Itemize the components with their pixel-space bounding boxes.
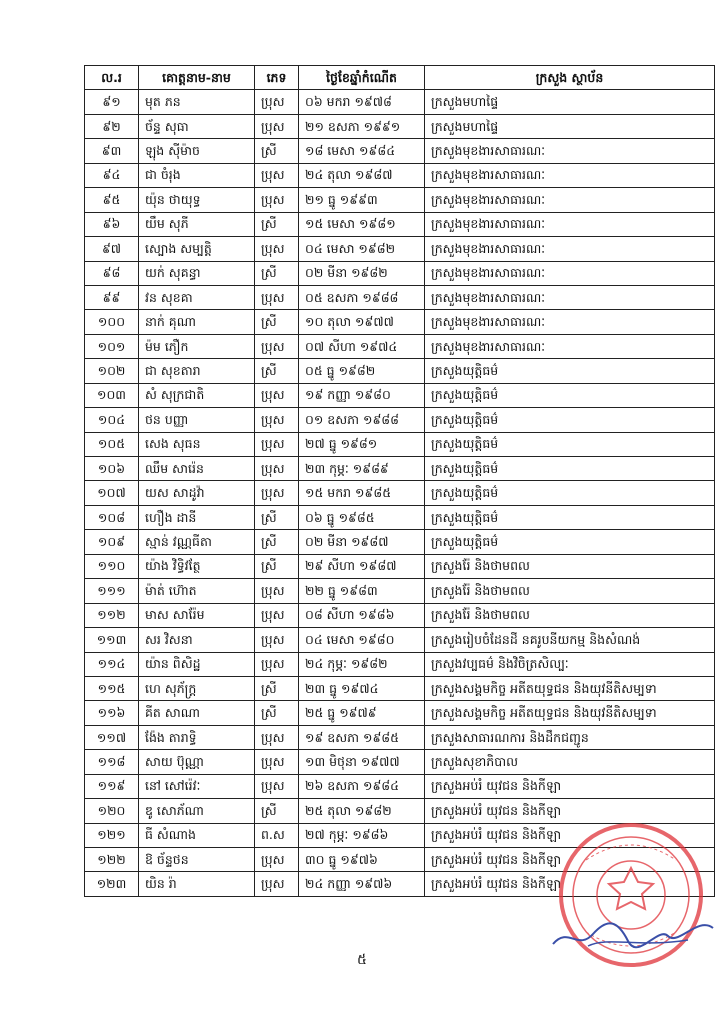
cell-name: ជា ចំរុង [139,163,255,187]
cell-name: ថន បញ្ញា [139,408,255,432]
cell-sex: ព.ស [255,823,299,847]
cell-no: ១១០ [85,554,139,578]
cell-no: ១១៥ [85,676,139,700]
cell-sex: ស្រី [255,505,299,529]
cell-ministry: ក្រសួងមុខងារសាធារណៈ [425,139,715,163]
cell-no: ១១២ [85,603,139,627]
cell-sex: ប្រុស [255,432,299,456]
table-row [85,481,715,505]
cell-sex: ប្រុស [255,188,299,212]
cell-no: ១១៩ [85,774,139,798]
cell-ministry: ក្រសួងរ៉ែ និងថាមពល [425,603,715,627]
header-sex: ភេទ [255,66,299,90]
cell-name: ឈឹម សារ៉េន [139,457,255,481]
cell-dob: ២៣ កុម្ភៈ ១៩៨៩ [299,457,425,481]
cell-dob: ១៩ ឧសភា ១៩៨៥ [299,725,425,749]
cell-no: ១០៥ [85,432,139,456]
cell-ministry: ក្រសួងអប់រំ យុវជន និងកីឡា [425,799,715,823]
handwritten-signature [548,906,718,956]
cell-no: ១១៣ [85,628,139,652]
table-body [85,90,715,896]
table-row [85,554,715,578]
table-row [85,359,715,383]
cell-dob: ០៥ ឧសភា ១៩៨៨ [299,285,425,309]
cell-no: ១២០ [85,799,139,823]
cell-dob: ២១ ឧសភា ១៩៩១ [299,114,425,138]
cell-no: ៩៨ [85,261,139,285]
table-row [85,237,715,261]
cell-ministry: ក្រសួងមុខងារសាធារណៈ [425,237,715,261]
table-row [85,505,715,529]
cell-sex: ប្រុស [255,750,299,774]
cell-sex: ស្រី [255,554,299,578]
table-row [85,188,715,212]
cell-ministry: ក្រសួងមហាផ្ទៃ [425,90,715,114]
cell-no: ៩១ [85,90,139,114]
table-row [85,457,715,481]
cell-ministry: ក្រសួងមុខងារសាធារណៈ [425,334,715,358]
table-row [85,652,715,676]
cell-name: នៅ សៅរ៉េវៈ [139,774,255,798]
cell-name: ង៉ែង តារាទ្ធិ [139,725,255,749]
cell-dob: ១៩ កញ្ញា ១៩៨០ [299,383,425,407]
cell-ministry: ក្រសួងរ៉ែ និងថាមពល [425,579,715,603]
cell-no: ៩៦ [85,212,139,236]
cell-dob: ២៦ ឧសភា ១៩៨៤ [299,774,425,798]
cell-no: ១១៧ [85,725,139,749]
cell-ministry: ក្រសួងយុត្តិធម៌ [425,383,715,407]
cell-name: គីត សាណា [139,701,255,725]
cell-ministry: ក្រសួងមហាផ្ទៃ [425,114,715,138]
cell-dob: ០៤ មេសា ១៩៨០ [299,628,425,652]
cell-sex: ប្រុស [255,237,299,261]
cell-ministry: ក្រសួងមុខងារសាធារណៈ [425,310,715,334]
table-row [85,383,715,407]
cell-ministry: ក្រសួងយុត្តិធម៌ [425,530,715,554]
cell-dob: ២៤ កញ្ញា ១៩៧៦ [299,872,425,896]
cell-dob: ២៤ តុលា ១៩៨៧ [299,163,425,187]
cell-name: វន សុខគា [139,285,255,309]
cell-no: ៩៧ [85,237,139,261]
cell-no: ១២៣ [85,872,139,896]
cell-sex: ស្រី [255,701,299,725]
cell-dob: ០៦ មករា ១៩៧៨ [299,90,425,114]
cell-no: ១១១ [85,579,139,603]
cell-sex: ស្រី [255,799,299,823]
cell-dob: ០៥ ធ្នូ ១៩៨២ [299,359,425,383]
table-header-row [85,66,715,90]
cell-sex: ប្រុស [255,725,299,749]
cell-no: ១២១ [85,823,139,847]
cell-dob: ២៥ ធ្នូ ១៩៧៩ [299,701,425,725]
cell-sex: ស្រី [255,261,299,285]
cell-dob: ០២ មីនា ១៩៨៧ [299,530,425,554]
cell-dob: ២៧ កុម្ភៈ ១៩៨៦ [299,823,425,847]
cell-sex: ប្រុស [255,481,299,505]
cell-ministry: ក្រសួងអប់រំ យុវជន និងកីឡា [425,823,715,847]
table-row [85,114,715,138]
cell-ministry: ក្រសួងសង្គមកិច្ច អតីតយុទ្ធជន និងយុវនីតិសម្បទា [425,676,715,700]
cell-dob: ២៩ សីហា ១៩៨៧ [299,554,425,578]
cell-ministry: ក្រសួងយុត្តិធម៌ [425,481,715,505]
cell-dob: ២២ ធ្នូ ១៩៨៣ [299,579,425,603]
cell-no: ១១៨ [85,750,139,774]
cell-ministry: ក្រសួងយុត្តិធម៌ [425,505,715,529]
cell-dob: ២៣ ធ្នូ ១៩៧៤ [299,676,425,700]
cell-sex: ប្រុស [255,579,299,603]
cell-name: នាក់ គុណា [139,310,255,334]
cell-ministry: ក្រសួងយុត្តិធម៌ [425,457,715,481]
cell-ministry: ក្រសួងវប្បធម៌ និងវិចិត្រសិល្បៈ [425,652,715,676]
table-row [85,310,715,334]
cell-name: យ៉ាន ពិសិដ្ឋ [139,652,255,676]
table-row [85,750,715,774]
cell-sex: ប្រុស [255,408,299,432]
cell-no: ៩៩ [85,285,139,309]
cell-name: ឱ ច័ន្ទថន [139,848,255,872]
cell-name: មាស សារ៉ែម [139,603,255,627]
table-row [85,163,715,187]
table-row [85,628,715,652]
cell-no: ១០៦ [85,457,139,481]
cell-ministry: ក្រសួងយុត្តិធម៌ [425,359,715,383]
cell-ministry: ក្រសួងអប់រំ យុវជន និងកីឡា [425,774,715,798]
cell-name: យ៉ាង វិទ្ធិវត្ថែ [139,554,255,578]
cell-name: ច័ន្ទ សុធា [139,114,255,138]
cell-sex: ប្រុស [255,652,299,676]
cell-name: សំ សុក្រជាតិ [139,383,255,407]
cell-no: ១០០ [85,310,139,334]
table-row [85,579,715,603]
table-row [85,139,715,163]
cell-ministry: ក្រសួងរ៉ែ និងថាមពល [425,554,715,578]
cell-sex: ស្រី [255,310,299,334]
header-ministry: ក្រសួង ស្ថាប័ន [425,66,715,90]
cell-dob: ២៧ ធ្នូ ១៩៨១ [299,432,425,456]
cell-ministry: ក្រសួងមុខងារសាធារណៈ [425,212,715,236]
cell-no: ១០៣ [85,383,139,407]
cell-sex: ប្រុស [255,774,299,798]
page-number: ៥ [357,952,367,968]
cell-ministry: ក្រសួងសាធារណការ និងដឹកជញ្ជូន [425,725,715,749]
cell-ministry: ក្រសួងសុខាភិបាល [425,750,715,774]
cell-no: ១១៦ [85,701,139,725]
cell-ministry: ក្រសួងមុខងារសាធារណៈ [425,163,715,187]
header-no: ល.រ [85,66,139,90]
cell-sex: ប្រុស [255,383,299,407]
cell-no: ១០៧ [85,481,139,505]
cell-name: ធី សំណាង [139,823,255,847]
table-row [85,212,715,236]
cell-no: ៩៣ [85,139,139,163]
cell-sex: ប្រុស [255,114,299,138]
cell-no: ១០២ [85,359,139,383]
cell-name: សរ វិសនា [139,628,255,652]
cell-name: ស្បោង សម្បត្តិ [139,237,255,261]
cell-sex: ប្រុស [255,163,299,187]
cell-name: ឌូ សោភ័ណា [139,799,255,823]
cell-name: យិន រ៉ា [139,872,255,896]
cell-no: ១១៤ [85,652,139,676]
cell-ministry: ក្រសួងយុត្តិធម៌ [425,432,715,456]
cell-dob: ៣០ ធ្នូ ១៩៧៦ [299,848,425,872]
cell-no: ៩២ [85,114,139,138]
cell-name: ហឿង ដានី [139,505,255,529]
cell-name: សេង សុធន [139,432,255,456]
cell-dob: ០៨ សីហា ១៩៨៦ [299,603,425,627]
cell-dob: ២៥ តុលា ១៩៨២ [299,799,425,823]
cell-ministry: ក្រសួងអប់រំ យុវជន និងកីឡា [425,872,715,896]
cell-name: សាយ ប៊ុណ្ណា [139,750,255,774]
header-name: គោត្តនាម-នាម [139,66,255,90]
cell-ministry: ក្រសួងមុខងារសាធារណៈ [425,285,715,309]
cell-no: ១០៤ [85,408,139,432]
cell-name: យក់ សុគន្ធា [139,261,255,285]
cell-no: ៩៥ [85,188,139,212]
cell-name: យឹម សុភី [139,212,255,236]
cell-sex: ស្រី [255,530,299,554]
cell-dob: ០៧ សីហា ១៩៧៤ [299,334,425,358]
cell-ministry: ក្រសួងយុត្តិធម៌ [425,408,715,432]
table-row [85,725,715,749]
cell-ministry: ក្រសួងសង្គមកិច្ច អតីតយុទ្ធជន និងយុវនីតិសម្បទា [425,701,715,725]
cell-ministry: ក្រសួងរៀបចំដែនដី នគរូបនីយកម្ម និងសំណង់ [425,628,715,652]
cell-no: ១២២ [85,848,139,872]
cell-name: ស្មាន់ វណ្ណធីតា [139,530,255,554]
table-row [85,285,715,309]
cell-no: ១០៩ [85,530,139,554]
cell-sex: ប្រុស [255,628,299,652]
cell-dob: ០៤ មេសា ១៩៨២ [299,237,425,261]
cell-name: ម៉ាត់ ហ៊ោត [139,579,255,603]
cell-ministry: ក្រសួងមុខងារសាធារណៈ [425,261,715,285]
table-row [85,701,715,725]
cell-name: មុត ភន [139,90,255,114]
table-row [85,334,715,358]
cell-dob: ០៦ ធ្នូ ១៩៨៥ [299,505,425,529]
cell-no: ១០៨ [85,505,139,529]
table-row [85,90,715,114]
cell-sex: ប្រុស [255,848,299,872]
cell-name: ហេ សុភ័ក្ត្រ [139,676,255,700]
table-row [85,676,715,700]
cell-name: ជា សុខតារា [139,359,255,383]
cell-ministry: ក្រសួងមុខងារសាធារណៈ [425,188,715,212]
cell-name: ម៉ម ភឿក [139,334,255,358]
cell-sex: ប្រុស [255,457,299,481]
cell-dob: ០២ មីនា ១៩៨២ [299,261,425,285]
cell-name: ឡុង ស៊ីម៉ាច [139,139,255,163]
cell-ministry: ក្រសួងអប់រំ យុវជន និងកីឡា [425,848,715,872]
cell-sex: ស្រី [255,359,299,383]
cell-dob: ២១ ធ្នូ ១៩៩៣ [299,188,425,212]
table-row [85,261,715,285]
cell-dob: ១៣ មិថុនា ១៩៧៧ [299,750,425,774]
roster-table [84,65,715,897]
cell-sex: ប្រុស [255,90,299,114]
cell-no: ១០១ [85,334,139,358]
cell-name: យ៉ុន ថាយុទ្ធ [139,188,255,212]
cell-dob: ២៤ កុម្ភៈ ១៩៨២ [299,652,425,676]
cell-dob: ១៨ មេសា ១៩៨៤ [299,139,425,163]
table-row [85,774,715,798]
table-row [85,408,715,432]
cell-sex: ប្រុស [255,872,299,896]
cell-sex: ប្រុស [255,334,299,358]
cell-dob: ០១ ឧសភា ១៩៨៨ [299,408,425,432]
table-row [85,603,715,627]
cell-sex: ស្រី [255,676,299,700]
cell-dob: ១០ តុលា ១៩៧៧ [299,310,425,334]
cell-dob: ១៥ មេសា ១៩៨១ [299,212,425,236]
header-dob: ថ្ងៃខែឆ្នាំកំណើត [299,66,425,90]
cell-sex: ប្រុស [255,603,299,627]
cell-no: ៩៤ [85,163,139,187]
cell-dob: ១៥ មករា ១៩៨៥ [299,481,425,505]
table-row [85,530,715,554]
cell-sex: ប្រុស [255,285,299,309]
table-row [85,432,715,456]
cell-sex: ស្រី [255,139,299,163]
cell-name: យស សាដូវ៉ា [139,481,255,505]
cell-sex: ស្រី [255,212,299,236]
